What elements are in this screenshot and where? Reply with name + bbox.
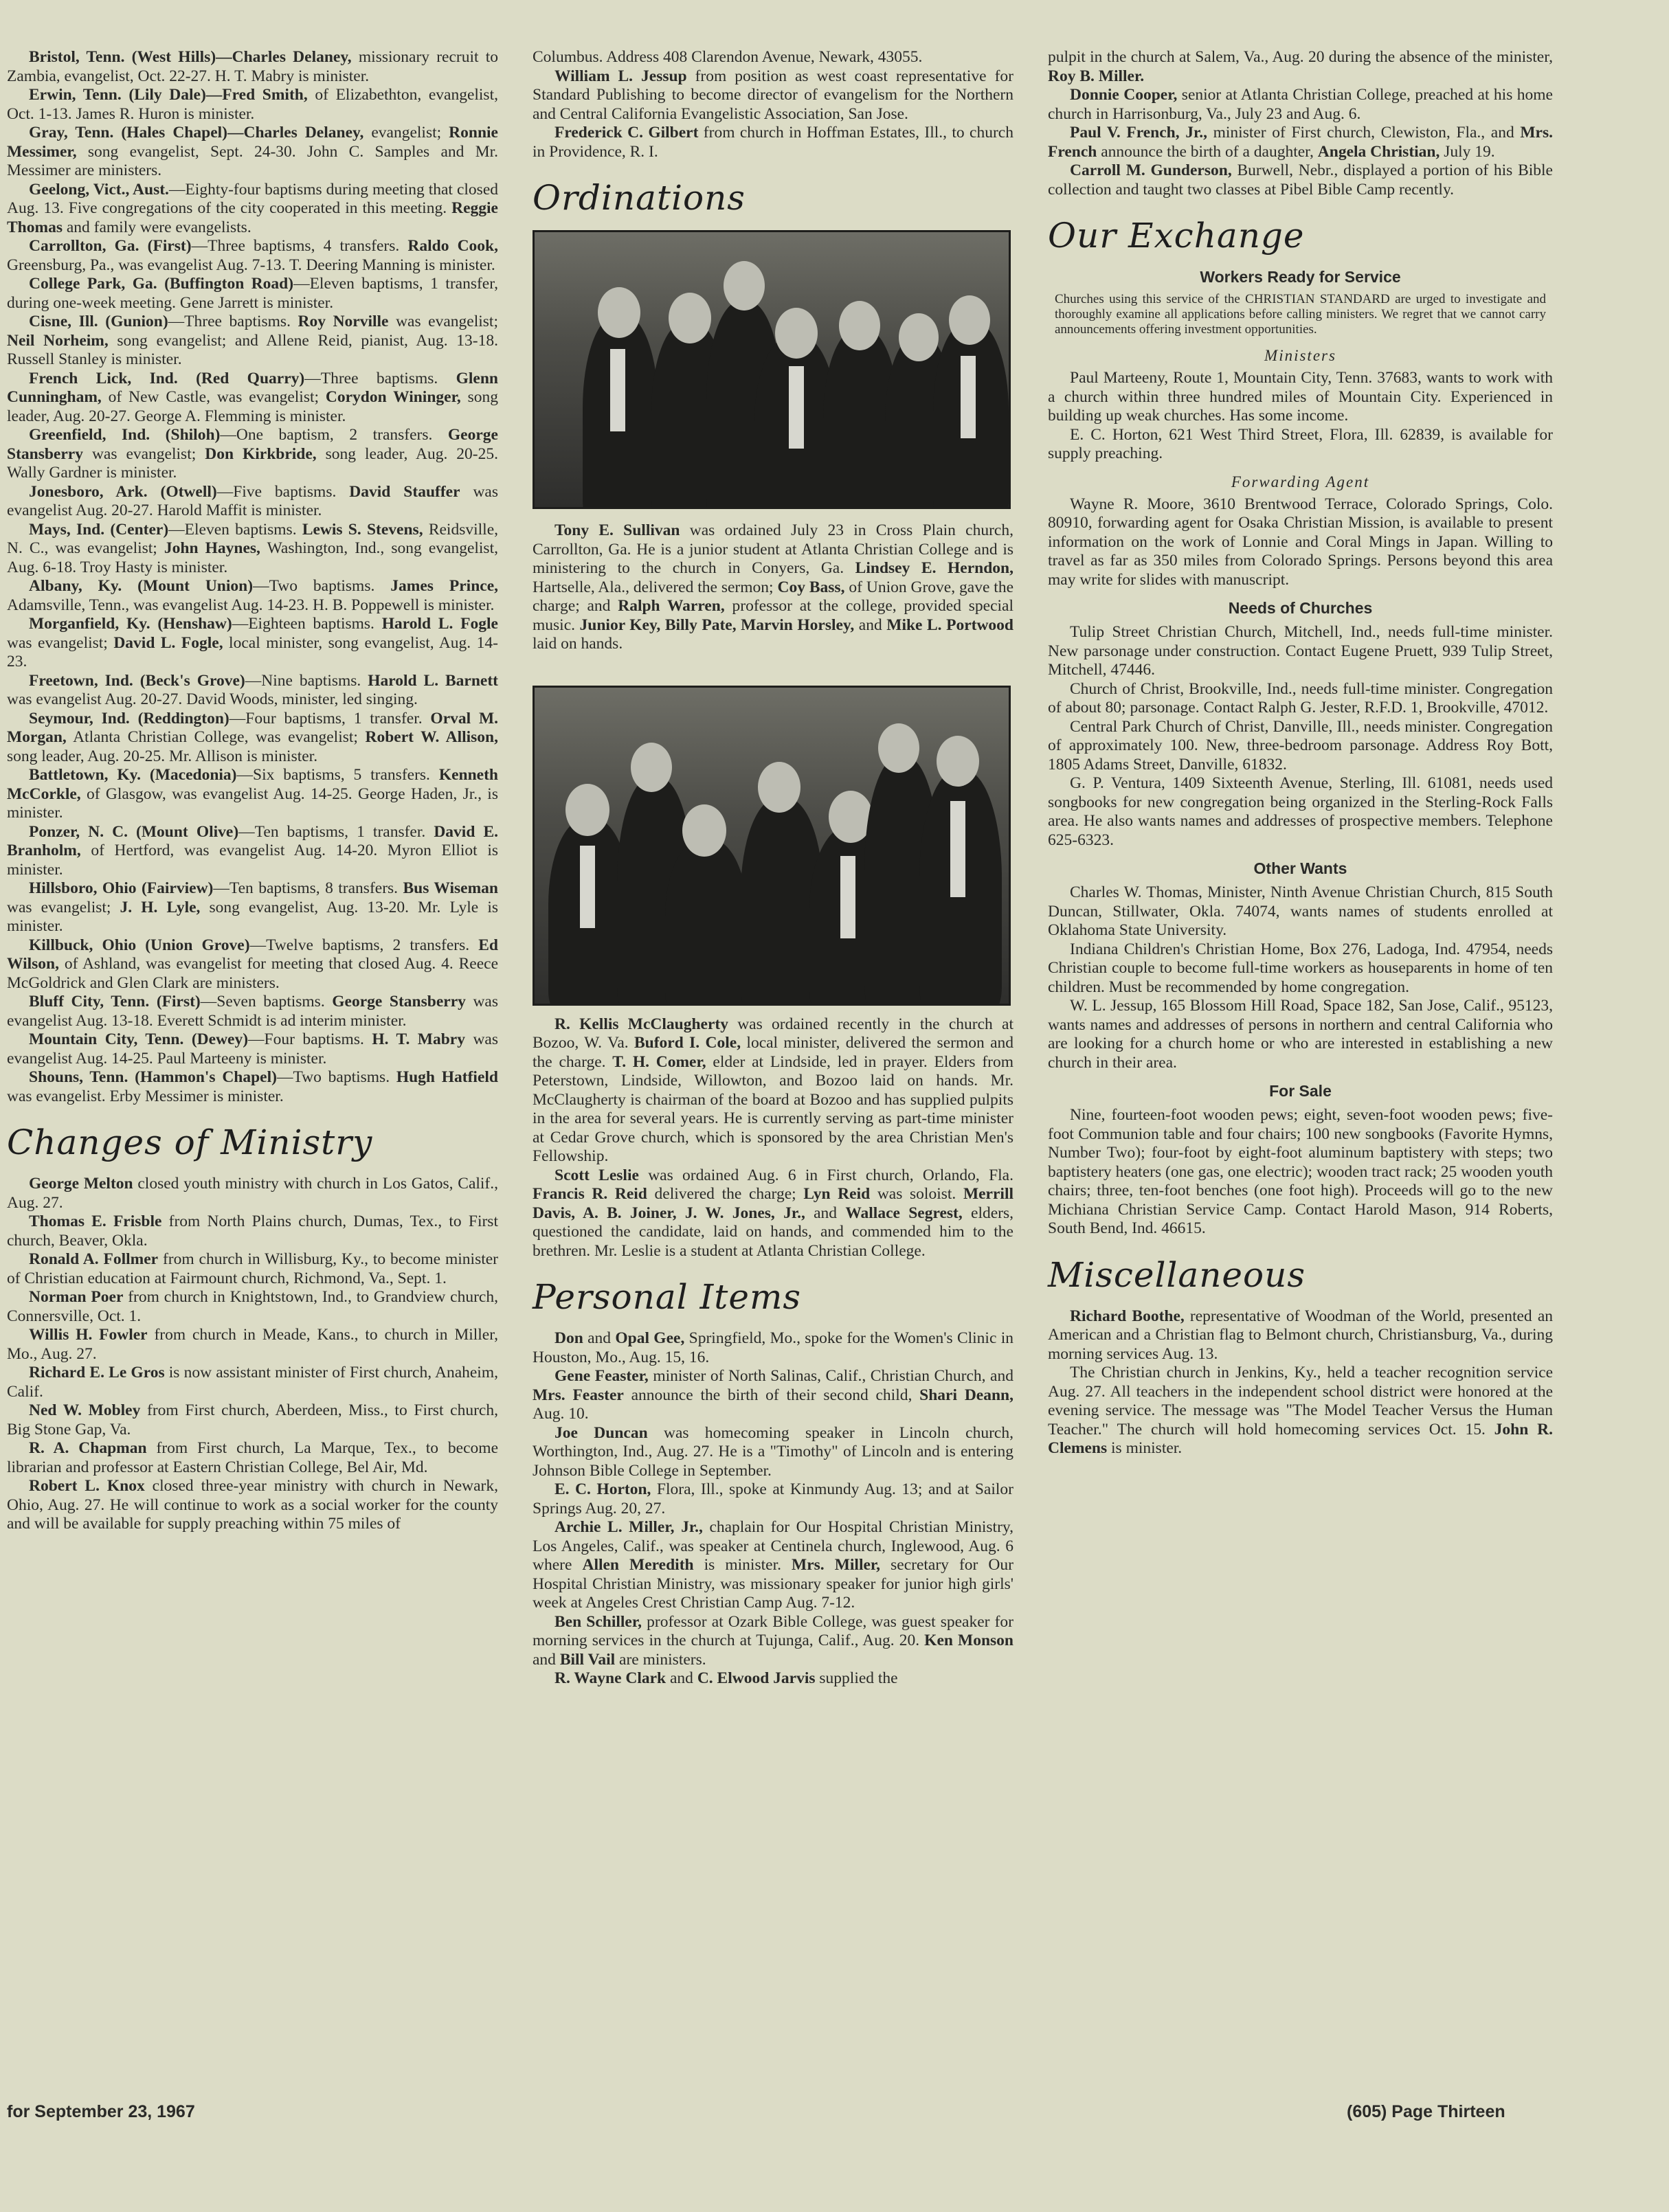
entry-text: from First church, La Marque, Tex., to become librarian and professor at Eastern Christian College, Bel Air, Md. — [7, 1439, 498, 1476]
entry-name: Ronald A. Follmer — [29, 1250, 159, 1268]
entry-paragraph — [7, 275, 498, 313]
entry-name: Gray, Tenn. (Hales Chapel)—Charles Delaney, — [29, 124, 364, 142]
entry-name: John R. Clemens — [1048, 1420, 1553, 1457]
entry-paragraph — [1048, 883, 1553, 940]
entry-text: song evangelist; and Allene Reid, pianist, Aug. 13-18. Russell Stanley is minister. — [7, 331, 498, 368]
column-middle — [533, 48, 1013, 1689]
entry-text: of Ashland, was evangelist for meeting that closed Aug. 4. Reece McGoldrick and Glen Clark are ministers. — [7, 955, 498, 992]
entry-text: minister of First church, Clewiston, Fla., and — [1207, 124, 1521, 142]
entry-name: David Stauffer — [349, 482, 460, 501]
entry-text: was ordained recently in the church at Bozoo, W. Va. — [533, 1015, 1013, 1052]
entry-text: —Three baptisms. — [168, 313, 298, 330]
entry-text: of New Castle, was evangelist; — [101, 388, 326, 406]
entry-name: Hillsboro, Ohio (Fairview) — [29, 879, 214, 897]
entry-name: Angela Christian, — [1317, 142, 1440, 161]
entry-text: The Christian church in Jenkins, Ky., held a teacher recognition service Aug. 27. All teachers in the independent school district were honored at the evening service. The message was "The Model Teacher Versus the Human Teacher." The church will hold homecoming services Oct. 15. — [1048, 1364, 1553, 1438]
entry-text: Wayne R. Moore, 3610 Brentwood Terrace, Colorado Springs, Colo. 80910, forwarding agent for Osaka Christian Mission, is available to present information on the work of Lonnie and Coral Mings in Japan. Willing to travel as far as 350 miles from Colorado Springs. Persons beyond this area may write for slides with manuscript. — [1048, 495, 1553, 589]
entry-name: Seymour, Ind. (Reddington) — [29, 709, 229, 727]
entry-name: Ben Schiller, — [555, 1612, 642, 1631]
entry-paragraph — [1048, 48, 1553, 86]
entry-name: Opal Gee, — [615, 1329, 685, 1347]
ordinations-heading: Ordinations — [533, 178, 746, 218]
entry-text: of Union Grove, gave the charge; and — [533, 578, 1013, 615]
entry-paragraph — [1048, 680, 1553, 718]
entry-text: local minister, song evangelist, Aug. 14-23. — [7, 633, 498, 670]
entry-name: Thomas E. Frisble — [29, 1212, 162, 1230]
entry-name: J. H. Lyle, — [120, 898, 201, 916]
entry-name: French Lick, Ind. (Red Quarry) — [29, 369, 305, 387]
ministers-list — [1048, 369, 1553, 464]
entry-text: was evangelist Aug. 13-18. Everett Schmidt is ad interim minister. — [7, 993, 498, 1030]
entry-paragraph — [1048, 124, 1553, 161]
entry-name: Mays, Ind. (Center) — [29, 520, 169, 539]
entry-name: Harold L. Barnett — [368, 671, 498, 690]
entry-name: Battletown, Ky. (Macedonia) — [29, 766, 237, 784]
entry-paragraph — [1048, 1106, 1553, 1239]
entry-name: Wallace Segrest, — [845, 1204, 963, 1222]
entry-name: Mountain City, Tenn. (Dewey) — [29, 1030, 249, 1048]
entry-name: John Haynes, — [164, 539, 260, 557]
entry-paragraph — [7, 124, 498, 181]
revival-reports — [7, 48, 498, 1106]
entry-paragraph — [7, 313, 498, 370]
entry-text: Paul Marteeny, Route 1, Mountain City, Tenn. 37683, wants to work with a church within three hundred miles of Mountain City. Experienced in building up weak churches. Has some income. — [1048, 369, 1553, 425]
entry-text: —Two baptisms. — [276, 1068, 396, 1086]
entry-text: Reidsville, N. C., was evangelist; — [7, 520, 499, 557]
entry-name: Gene Feaster, — [555, 1367, 649, 1385]
entry-name: H. T. Mabry — [372, 1030, 465, 1048]
entry-name: Ed Wilson, — [7, 936, 498, 973]
entry-name: Merrill Davis, A. B. Joiner, J. W. Jones, Jr., — [533, 1185, 1013, 1222]
entry-name: Francis R. Reid — [533, 1185, 647, 1203]
entry-text: Charles W. Thomas, Minister, Ninth Avenue Christian Church, 815 South Duncan, Stillwater, Okla. 74074, wants names of students enrolled at Oklahoma State University. — [1048, 883, 1553, 939]
personal-items-continued — [1048, 48, 1553, 199]
entry-text: song leader, Aug. 20-27. George A. Flemming is minister. — [7, 388, 499, 425]
ordination-group-photo-2 — [533, 686, 1011, 1006]
entry-paragraph — [7, 577, 498, 615]
entry-paragraph — [7, 1439, 498, 1477]
personal-items-list — [533, 1329, 1013, 1689]
entry-text: song leader, Aug. 20-25. Wally Gardner is minister. — [7, 444, 498, 482]
entry-text: —Four baptisms. — [248, 1030, 372, 1048]
entry-text: was evangelist Aug. 20-27. Harold Maffit is minister. — [7, 482, 499, 519]
entry-paragraph — [533, 1367, 1013, 1424]
entry-paragraph — [7, 672, 498, 710]
entry-name: Morganfield, Ky. (Henshaw) — [29, 615, 232, 633]
entry-text: —Six baptisms, 5 transfers. — [236, 766, 439, 784]
entry-text: minister of North Salinas, Calif., Christian Church, and — [648, 1367, 1013, 1385]
entry-text: is now assistant minister of First church, Anaheim, Calif. — [7, 1364, 498, 1401]
entry-text: and family were evangelists. — [62, 218, 251, 236]
workers-note: Churches using this service of the CHRISTIAN STANDARD are urged to investigate and thoroughly examine all applications before calling ministers. We regret that we cannot carry announcements offering investment opportunities. — [1055, 292, 1546, 337]
entry-name: Reggie Thomas — [7, 199, 498, 236]
forwarding-agent-list — [1048, 495, 1553, 590]
entry-name: Donnie Cooper, — [1070, 86, 1178, 104]
entry-text: Washington, Ind., song evangelist, Aug. 6-18. Troy Hasty is minister. — [7, 539, 498, 576]
footer-page-number: (605) Page Thirteen — [1347, 2102, 1505, 2121]
entry-name: George Stansberry — [332, 993, 466, 1011]
entry-text: Burwell, Nebr., displayed a portion of his Bible collection and taught two classes at Pibel Bible Camp recently. — [1048, 161, 1553, 199]
entry-text: —Eleven baptisms, 1 transfer, during one-week meeting. Gene Jarrett is minister. — [7, 275, 498, 312]
entry-text: was evangelist; — [7, 898, 120, 916]
entry-text: chaplain for Our Hospital Christian Ministry, Los Angeles, Calif., was speaker at Centinela church, Inglewood, Aug. 6 where — [533, 1518, 1013, 1574]
entry-name: Willis H. Fowler — [29, 1326, 148, 1344]
entry-text: and — [854, 616, 887, 634]
entry-text: was ordained July 23 in Cross Plain church, Carrollton, Ga. He is a junior student at Atlanta Christian College and is ministering to the church in Conyers, Ga. — [533, 521, 1013, 577]
entry-text: was evangelist; — [7, 633, 114, 652]
entry-text: is minister. — [693, 1556, 792, 1574]
entry-name: E. C. Horton, — [555, 1480, 651, 1498]
entry-name: Mrs. Miller, — [792, 1556, 881, 1574]
entry-paragraph — [7, 1212, 498, 1250]
entry-name: Buford I. Cole, — [634, 1034, 741, 1052]
entry-name: Norman Poer — [29, 1288, 124, 1306]
entry-name: College Park, Ga. (Buffington Road) — [29, 275, 294, 293]
ministers-heading: Ministers — [1264, 347, 1336, 364]
entry-name: Erwin, Tenn. (Lily Dale)—Fred Smith, — [29, 86, 308, 104]
entry-text: —One baptism, 2 transfers. — [220, 426, 448, 444]
entry-text: professor at the college, provided special music. — [533, 597, 1014, 634]
entry-name: Bill Vail — [559, 1650, 616, 1669]
entry-text: professor at Ozark Bible College, was guest speaker for morning services in the church at Tujunga, Calif., Aug. 20. — [533, 1612, 1013, 1649]
entry-text: from church in Willisburg, Ky., to become minister of Christian education at Fairmount church, Richmond, Va., Sept. 1. — [7, 1250, 499, 1287]
entry-name: Orval M. Morgan, — [7, 709, 499, 746]
entry-name: Harold L. Fogle — [381, 615, 498, 633]
entry-name: Lyn Reid — [803, 1185, 871, 1203]
entry-text: July 19. — [1440, 142, 1495, 161]
entry-paragraph — [7, 237, 498, 275]
entry-text: from First church, Aberdeen, Miss., to First church, Big Stone Gap, Va. — [7, 1401, 498, 1438]
entry-paragraph — [7, 1175, 498, 1212]
entry-name: Freetown, Ind. (Beck's Grove) — [29, 671, 245, 690]
entry-name: Tony E. Sullivan — [555, 521, 680, 539]
other-wants-heading: Other Wants — [1253, 859, 1347, 877]
entry-paragraph — [1048, 718, 1553, 775]
entry-paragraph — [1048, 940, 1553, 997]
entry-text: from church in Hoffman Estates, Ill., to church in Providence, R. I. — [533, 124, 1013, 161]
entry-text: closed three-year ministry with church in Newark, Ohio, Aug. 27. He will continue to work as a social worker for the county and will be available for supply preaching within 75 miles of — [7, 1477, 498, 1533]
entry-name: Lewis S. Stevens, — [302, 520, 423, 539]
footer-date: for September 23, 1967 — [7, 2102, 195, 2121]
entry-text: was ordained Aug. 6 in First church, Orlando, Fla. — [638, 1166, 1013, 1184]
entry-text: announce the birth of a daughter, — [1097, 142, 1318, 161]
entry-text: pulpit in the church at Salem, Va., Aug. 20 during the absence of the minister, — [1048, 48, 1553, 66]
entry-name: Bluff City, Tenn. (First) — [29, 993, 201, 1011]
entry-text: —Nine baptisms. — [245, 671, 368, 690]
entry-text: was evangelist; — [82, 444, 205, 463]
entry-text: Nine, fourteen-foot wooden pews; eight, seven-foot wooden pews; five-foot Communion table and four chairs; 100 new songbooks (Favorite Hymns, Number Two); four-foot by eight-foot aluminum baptistery with steps; two baptistery heaters (one gas, one electric); wooden tract rack; 25 wooden youth chairs; three, ten-foot benches (one foot high). Proceeds will go to the new Michiana Christian Service Camp. Contact Harold Mason, 914 Roberts, South Bend, Ind. 46615. — [1048, 1106, 1553, 1237]
entry-text: representative of Woodman of the World, presented an American and a Christian flag to Belmont church, Christiansburg, Va., during morning services Aug. 13. — [1048, 1307, 1554, 1363]
entry-text: Atlanta Christian College, was evangelist; — [66, 728, 366, 746]
entry-paragraph — [7, 181, 498, 238]
entry-name: Jonesboro, Ark. (Otwell) — [29, 482, 217, 501]
entry-text: local minister, delivered the sermon and the charge. — [533, 1034, 1013, 1071]
entry-paragraph — [7, 936, 498, 993]
entry-text: Indiana Children's Christian Home, Box 276, Ladoga, Ind. 47954, needs Christian couple to become full-time workers as houseparents in home of ten children. Must be recommended by home congregation. — [1048, 940, 1553, 996]
entry-name: T. H. Comer, — [612, 1052, 706, 1071]
entry-paragraph — [533, 1424, 1013, 1481]
changes-continued — [533, 48, 1013, 161]
entry-text: and — [805, 1204, 846, 1222]
entry-text: Adamsville, Tenn., was evangelist Aug. 14-23. H. B. Poppewell is minister. — [7, 596, 495, 614]
entry-paragraph — [7, 1364, 498, 1401]
entry-paragraph — [533, 1669, 1013, 1689]
entry-text: delivered the charge; — [647, 1185, 804, 1203]
miscellaneous-list — [1048, 1307, 1553, 1458]
entry-name: Ralph Warren, — [618, 597, 725, 615]
entry-name: Hugh Hatfield — [396, 1068, 498, 1086]
changes-of-ministry-list — [7, 1175, 498, 1534]
entry-name: R. A. Chapman — [29, 1439, 147, 1457]
entry-paragraph — [533, 1015, 1013, 1166]
entry-text: Columbus. Address 408 Clarendon Avenue, Newark, 43055. — [533, 48, 923, 66]
entry-text: secretary for Our Hospital Christian Ministry, was missionary speaker for junior high girls' week at Angeles Crest Christian Camp Aug. 7-12. — [533, 1556, 1013, 1612]
entry-paragraph — [533, 67, 1013, 124]
entry-text: —Four baptisms, 1 transfer. — [229, 709, 431, 727]
entry-text: —Ten baptisms, 1 transfer. — [238, 822, 434, 841]
entry-name: Archie L. Miller, Jr., — [555, 1518, 703, 1536]
entry-text: G. P. Ventura, 1409 Sixteenth Avenue, Sterling, Ill. 61081, needs used songbooks for new congregation being organized in the Sterling-Rock Falls area. He also wants names and addresses of prospective members. Telephone 625-6323. — [1048, 774, 1553, 849]
entry-name: Roy Norville — [298, 313, 389, 330]
entry-paragraph — [1048, 1364, 1553, 1458]
entry-text: from North Plains church, Dumas, Tex., to First church, Beaver, Okla. — [7, 1212, 498, 1250]
entry-name: Joe Duncan — [555, 1423, 648, 1442]
entry-name: Paul V. French, Jr., — [1070, 124, 1207, 142]
entry-text: E. C. Horton, 621 West Third Street, Flora, Ill. 62839, is available for supply preaching. — [1048, 425, 1553, 462]
entry-name: Ronnie Messimer, — [7, 124, 498, 161]
column-right — [1048, 48, 1553, 1458]
entry-paragraph — [7, 86, 498, 124]
entry-paragraph — [7, 615, 498, 672]
entry-text: —Seven baptisms. — [200, 993, 333, 1011]
entry-paragraph — [1048, 623, 1553, 680]
entry-paragraph — [533, 124, 1013, 161]
entry-name: Neil Norheim, — [7, 331, 109, 350]
entry-name: Shari Deann, — [919, 1386, 1013, 1404]
entry-text: —Three baptisms. — [304, 369, 456, 387]
entry-name: David E. Branholm, — [7, 822, 498, 859]
entry-paragraph — [7, 521, 498, 578]
ordination-caption-1 — [533, 521, 1013, 654]
entry-paragraph — [7, 766, 498, 823]
entry-text: of Elizabethton, evangelist, Oct. 1-13. James R. Huron is minister. — [7, 86, 498, 123]
entry-text: was evangelist Aug. 20-27. David Woods, minister, led singing. — [7, 690, 418, 708]
entry-text: announce the birth of their second child, — [623, 1386, 920, 1404]
entry-text: was evangelist; — [388, 313, 498, 330]
entry-text: elder at Lindside, led in prayer. Elders from Peterstown, Lindside, Willowton, and Bozoo laid on hands. Mr. McClaugherty is chairman of the board at Bozoo and has supplied pulpits in the area for several years. He is currently serving as part-time minister at Cedar Grove church, which is sponsored by the area Christian Men's Fellowship. — [533, 1052, 1013, 1165]
entry-paragraph — [7, 426, 498, 483]
other-wants-list — [1048, 883, 1553, 1072]
entry-text: elders, questioned the candidate, laid on hands, and commended him to the brethren. Mr. Leslie is a student at Atlanta Christian College. — [533, 1204, 1013, 1260]
entry-paragraph — [7, 993, 498, 1030]
entry-name: Kenneth McCorkle, — [7, 766, 498, 803]
ordination-group-photo-1 — [533, 230, 1011, 509]
entry-paragraph — [1048, 495, 1553, 590]
entry-paragraph — [1048, 1307, 1553, 1364]
for-sale-list — [1048, 1106, 1553, 1239]
entry-name: Geelong, Vict., Aust. — [29, 180, 169, 199]
entry-name: Ned W. Mobley — [29, 1401, 141, 1419]
entry-paragraph — [7, 1326, 498, 1364]
entry-text: was soloist. — [870, 1185, 963, 1203]
entry-name: David L. Fogle, — [113, 633, 223, 652]
entry-paragraph — [7, 1030, 498, 1068]
entry-name: R. Wayne Clark — [555, 1669, 667, 1687]
entry-paragraph — [7, 1250, 498, 1288]
entry-name: Scott Leslie — [555, 1166, 639, 1184]
entry-text: —Five baptisms. — [216, 482, 350, 501]
entry-name: Ponzer, N. C. (Mount Olive) — [29, 822, 239, 841]
entry-name: Carroll M. Gunderson, — [1070, 161, 1232, 179]
changes-of-ministry-heading: Changes of Ministry — [7, 1122, 373, 1162]
needs-of-churches-list — [1048, 623, 1553, 850]
entry-paragraph — [1048, 997, 1553, 1072]
entry-text: of Hertford, was evangelist Aug. 14-20. Myron Elliot is minister. — [7, 842, 498, 879]
entry-name: Allen Meredith — [582, 1556, 694, 1574]
our-exchange-heading: Our Exchange — [1048, 216, 1305, 256]
forwarding-agent-heading: Forwarding Agent — [1231, 473, 1370, 490]
entry-name: Roy B. Miller. — [1048, 67, 1145, 85]
entry-text: —Twelve baptisms, 2 transfers. — [249, 936, 479, 954]
entry-name: Bus Wiseman — [403, 879, 498, 897]
entry-name: Robert W. Allison, — [365, 728, 499, 746]
entry-name: Richard E. Le Gros — [29, 1364, 165, 1381]
entry-name: Coy Bass, — [777, 578, 845, 596]
entry-paragraph — [7, 823, 498, 880]
entry-name: Corydon Wininger, — [325, 388, 461, 406]
entry-name: George Stansberry — [7, 426, 498, 463]
entry-paragraph — [533, 521, 1013, 654]
entry-name: Shouns, Tenn. (Hammon's Chapel) — [29, 1068, 277, 1086]
entry-paragraph — [7, 1401, 498, 1439]
entry-text: and — [583, 1329, 616, 1347]
entry-text: from position as west coast representative for Standard Publishing to become director of evangelism for the Northern and Central California Evangelistic Association, San Jose. — [533, 67, 1013, 123]
entry-text: are ministers. — [615, 1650, 706, 1669]
entry-text: was evangelist. Erby Messimer is minister. — [7, 1087, 284, 1105]
entry-paragraph — [7, 48, 498, 86]
entry-paragraph — [7, 370, 498, 427]
entry-text: Greensburg, Pa., was evangelist Aug. 7-13. T. Deering Manning is minister. — [7, 256, 495, 274]
entry-name: Lindsey E. Herndon, — [855, 559, 1013, 577]
entry-name: Bristol, Tenn. (West Hills)—Charles Delaney, — [29, 48, 352, 66]
entry-name: Ken Monson — [924, 1632, 1014, 1649]
entry-text: is minister. — [1107, 1439, 1183, 1457]
entry-text: supplied the — [815, 1669, 898, 1687]
column-left — [7, 48, 498, 1534]
entry-name: Greenfield, Ind. (Shiloh) — [29, 426, 221, 444]
needs-of-churches-heading: Needs of Churches — [1228, 599, 1373, 617]
entry-text: song leader, Aug. 20-25. Mr. Allison is minister. — [7, 747, 318, 765]
entry-text: evangelist; — [363, 124, 449, 142]
entry-text: —Eighteen baptisms. — [232, 615, 382, 633]
entry-name: Glenn Cunningham, — [7, 369, 498, 406]
entry-text: closed youth ministry with church in Los Gatos, Calif., Aug. 27. — [7, 1175, 499, 1212]
entry-paragraph — [533, 1518, 1013, 1613]
entry-text: was homecoming speaker in Lincoln church, Worthington, Ind., Aug. 27. He is a "Timothy" of Lincoln and is entering Johnson Bible College in September. — [533, 1423, 1013, 1480]
entry-text: —Three baptisms, 4 transfers. — [191, 237, 408, 255]
entry-paragraph — [7, 483, 498, 521]
entry-paragraph — [7, 879, 498, 936]
entry-text: of Glasgow, was evangelist Aug. 14-25. George Haden, Jr., is minister. — [7, 785, 498, 822]
entry-text: Aug. 10. — [533, 1405, 589, 1423]
entry-text: Central Park Church of Christ, Danville, Ill., needs minister. Congregation of approximately 100. New, three-bedroom parsonage. Address Roy Bott, 1805 Adams Street, Danville, 61832. — [1048, 717, 1553, 774]
entry-paragraph — [1048, 774, 1553, 850]
entry-text: senior at Atlanta Christian College, preached at his home church in Harrisonburg, Va., July 23 and Aug. 6. — [1048, 86, 1553, 123]
entry-text: —Eighty-four baptisms during meeting that closed Aug. 13. Five congregations of the city cooperated in this meeting. — [7, 180, 498, 217]
entry-text: song evangelist, Aug. 13-20. Mr. Lyle is minister. — [7, 898, 498, 935]
entry-text: Flora, Ill., spoke at Kinmundy Aug. 13; and at Sailor Springs Aug. 20, 27. — [533, 1480, 1013, 1517]
entry-text: song evangelist, Sept. 24-30. John C. Samples and Mr. Messimer are ministers. — [7, 142, 498, 179]
entry-paragraph — [7, 1288, 498, 1326]
entry-name: Robert L. Knox — [29, 1477, 145, 1495]
entry-name: Carrollton, Ga. (First) — [29, 237, 192, 255]
entry-name: George Melton — [29, 1175, 133, 1193]
entry-name: Raldo Cook, — [407, 237, 498, 255]
entry-name: Frederick C. Gilbert — [555, 124, 699, 142]
entry-paragraph — [533, 1329, 1013, 1367]
entry-name: Mrs. Feaster — [533, 1386, 624, 1404]
entry-name: Junior Key, Billy Pate, Marvin Horsley, — [579, 616, 855, 634]
entry-text: —Ten baptisms, 8 transfers. — [213, 879, 403, 897]
miscellaneous-heading: Miscellaneous — [1048, 1254, 1306, 1295]
entry-paragraph — [1048, 426, 1553, 464]
entry-text: —Two baptisms. — [253, 577, 391, 595]
entry-text: Tulip Street Christian Church, Mitchell, Ind., needs full-time minister. New parsonage under construction. Contact Eugene Pruett, 939 Tulip Street, Mitchell, 47446. — [1048, 623, 1553, 679]
entry-name: Richard Boothe, — [1070, 1307, 1185, 1325]
entry-text: laid on hands. — [533, 635, 623, 653]
entry-text: —Eleven baptisms. — [168, 520, 302, 539]
entry-name: R. Kellis McClaugherty — [555, 1015, 728, 1033]
entry-name: Mrs. French — [1048, 124, 1553, 161]
entry-name: Killbuck, Ohio (Union Grove) — [29, 936, 250, 954]
entry-name: Albany, Ky. (Mount Union) — [29, 577, 254, 595]
entry-paragraph — [1048, 161, 1553, 199]
entry-text: Church of Christ, Brookville, Ind., needs full-time minister. Congregation of about 80; parsonage. Contact Ralph G. Jester, R.F.D. 1, Brookville, 47012. — [1048, 679, 1553, 716]
workers-ready-heading: Workers Ready for Service — [1200, 268, 1401, 286]
entry-name: Don — [555, 1329, 583, 1347]
entry-text: from church in Meade, Kans., to church in Miller, Mo., Aug. 27. — [7, 1326, 498, 1363]
entry-paragraph — [7, 1068, 498, 1106]
entry-text: Springfield, Mo., spoke for the Women's Clinic in Houston, Mo., Aug. 15, 16. — [533, 1329, 1013, 1366]
for-sale-heading: For Sale — [1269, 1082, 1332, 1100]
entry-text: and — [666, 1669, 697, 1687]
entry-text: missionary recruit to Zambia, evangelist, Oct. 22-27. H. T. Mabry is minister. — [7, 48, 499, 85]
entry-paragraph — [1048, 369, 1553, 426]
entry-text: W. L. Jessup, 165 Blossom Hill Road, Space 182, San Jose, Calif., 95123, wants names and addresses of persons in northern and central California who are looking for a church home or who are interested in establishing a new church in their area. — [1048, 997, 1553, 1072]
entry-name: Mike L. Portwood — [886, 616, 1013, 634]
entry-name: William L. Jessup — [555, 67, 687, 85]
entry-paragraph — [533, 1480, 1013, 1518]
personal-items-heading: Personal Items — [533, 1277, 802, 1317]
entry-paragraph — [533, 1166, 1013, 1261]
entry-paragraph — [533, 48, 1013, 67]
entry-name: James Prince, — [390, 577, 498, 595]
entry-text: and — [533, 1650, 560, 1669]
entry-text: Hartselle, Ala., delivered the sermon; — [533, 578, 778, 596]
ordination-caption-2 — [533, 1015, 1013, 1261]
entry-paragraph — [7, 710, 498, 767]
entry-name: Cisne, Ill. (Gunion) — [29, 313, 168, 330]
entry-text: was evangelist Aug. 14-25. Paul Marteeny is minister. — [7, 1030, 498, 1068]
entry-text: from church in Knightstown, Ind., to Grandview church, Connersville, Oct. 1. — [7, 1288, 498, 1325]
entry-paragraph — [533, 1613, 1013, 1670]
entry-paragraph — [1048, 86, 1553, 124]
entry-name: C. Elwood Jarvis — [697, 1669, 816, 1687]
entry-paragraph — [7, 1477, 498, 1534]
entry-name: Don Kirkbride, — [205, 444, 317, 463]
